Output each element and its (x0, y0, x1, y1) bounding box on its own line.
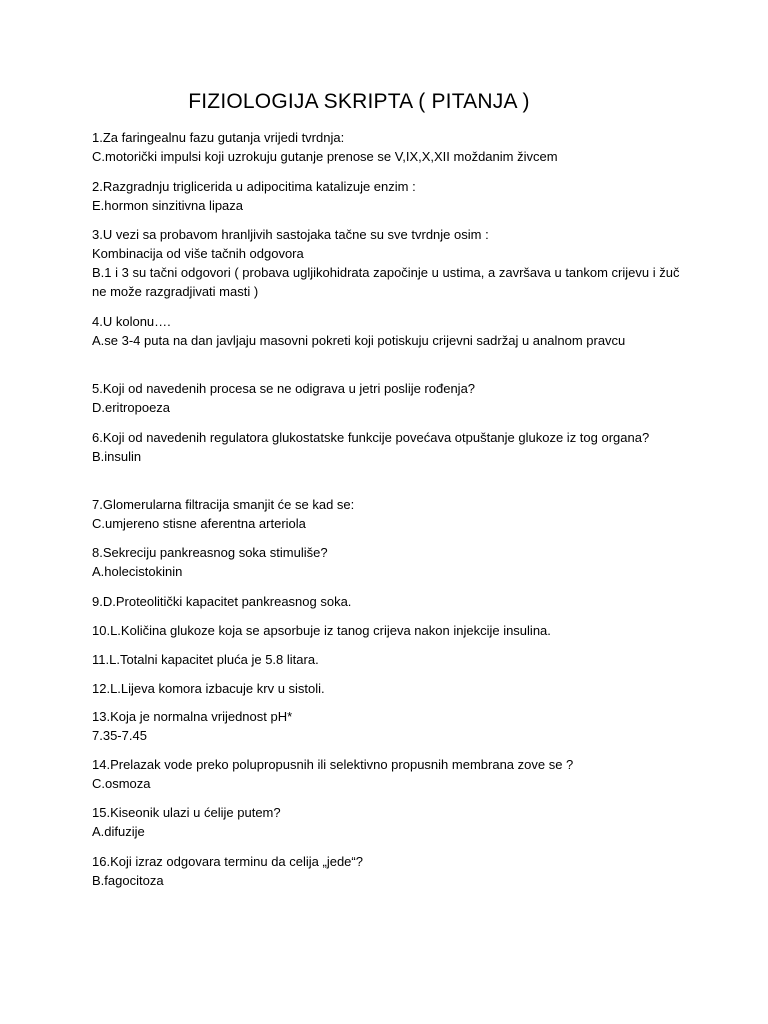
page-title: FIZIOLOGIJA SKRIPTA ( PITANJA ) (188, 90, 530, 113)
question-item-7 (92, 495, 692, 533)
question-item-11 (92, 650, 692, 669)
question-item-15 (92, 803, 692, 841)
question-text: 5.Koji od navedenih procesa se ne odigrava u jetri poslije rođenja? (92, 381, 476, 396)
question-item-5 (92, 379, 692, 417)
answer-text: B.1 i 3 su tačni odgovori ( probava ugljikohidrata započinje u ustima, a završava u tankom crijevu i žuč ne može razgradjivati masti ) (92, 265, 680, 299)
question-text: 12.L.Lijeva komora izbacuje krv u sistoli. (92, 681, 325, 696)
answer-text: B.fagocitoza (92, 873, 164, 888)
question-item-9 (92, 592, 692, 611)
answer-text: A.difuzije (92, 824, 145, 839)
question-item-8 (92, 543, 692, 581)
question-text: 3.U vezi sa probavom hranljivih sastojaka tačne su sve tvrdnje osim : (92, 227, 489, 242)
answer-text: E.hormon sinzitivna lipaza (92, 198, 244, 213)
question-item-12 (92, 679, 692, 698)
question-text: 16.Koji izraz odgovara terminu da celija „jede“? (92, 854, 363, 869)
question-item-16 (92, 852, 692, 890)
question-text: 1.Za faringealnu fazu gutanja vrijedi tvrdnja: (92, 130, 345, 145)
question-item-14 (92, 755, 692, 793)
answer-text: A.se 3-4 puta na dan javljaju masovni pokreti koji potiskuju crijevni sadržaj u analnom pravcu (92, 333, 626, 348)
question-item-3 (92, 225, 692, 301)
answer-text: 7.35-7.45 (92, 728, 147, 743)
question-text: 10.L.Količina glukoze koja se apsorbuje iz tanog crijeva nakon injekcije insulina. (92, 623, 551, 638)
question-text: 11.L.Totalni kapacitet pluća je 5.8 litara. (92, 652, 319, 667)
question-item-10 (92, 621, 692, 640)
question-text: 13.Koja je normalna vrijednost pH* (92, 709, 293, 724)
question-text: 6.Koji od navedenih regulatora glukostatske funkcije povećava otpuštanje glukoze iz tog organa? (92, 430, 650, 445)
question-item-1 (92, 128, 692, 166)
question-text: 15.Kiseonik ulazi u ćelije putem? (92, 805, 281, 820)
answer-text: B.insulin (92, 449, 142, 464)
answer-text: C.umjereno stisne aferentna arteriola (92, 516, 306, 531)
answer-text: A.holecistokinin (92, 564, 183, 579)
answer-text: C.motorički impulsi koji uzrokuju gutanje prenose se V,IX,X,XII moždanim živcem (92, 149, 558, 164)
question-text: 4.U kolonu…. (92, 314, 171, 329)
answer-note: Kombinacija od više tačnih odgovora (92, 246, 304, 261)
question-item-6 (92, 428, 692, 466)
question-text: 8.Sekreciju pankreasnog soka stimuliše? (92, 545, 328, 560)
question-item-2 (92, 177, 692, 215)
question-text: 7.Glomerularna filtracija smanjit će se kad se: (92, 497, 355, 512)
question-text: 2.Razgradnju triglicerida u adipocitima katalizuje enzim : (92, 179, 416, 194)
answer-text: C.osmoza (92, 776, 151, 791)
question-item-13 (92, 707, 692, 745)
question-text: 14.Prelazak vode preko polupropusnih ili selektivno propusnih membrana zove se ? (92, 757, 574, 772)
answer-text: D.eritropoeza (92, 400, 171, 415)
question-text: 9.D.Proteolitički kapacitet pankreasnog soka. (92, 594, 352, 609)
question-item-4 (92, 312, 692, 350)
